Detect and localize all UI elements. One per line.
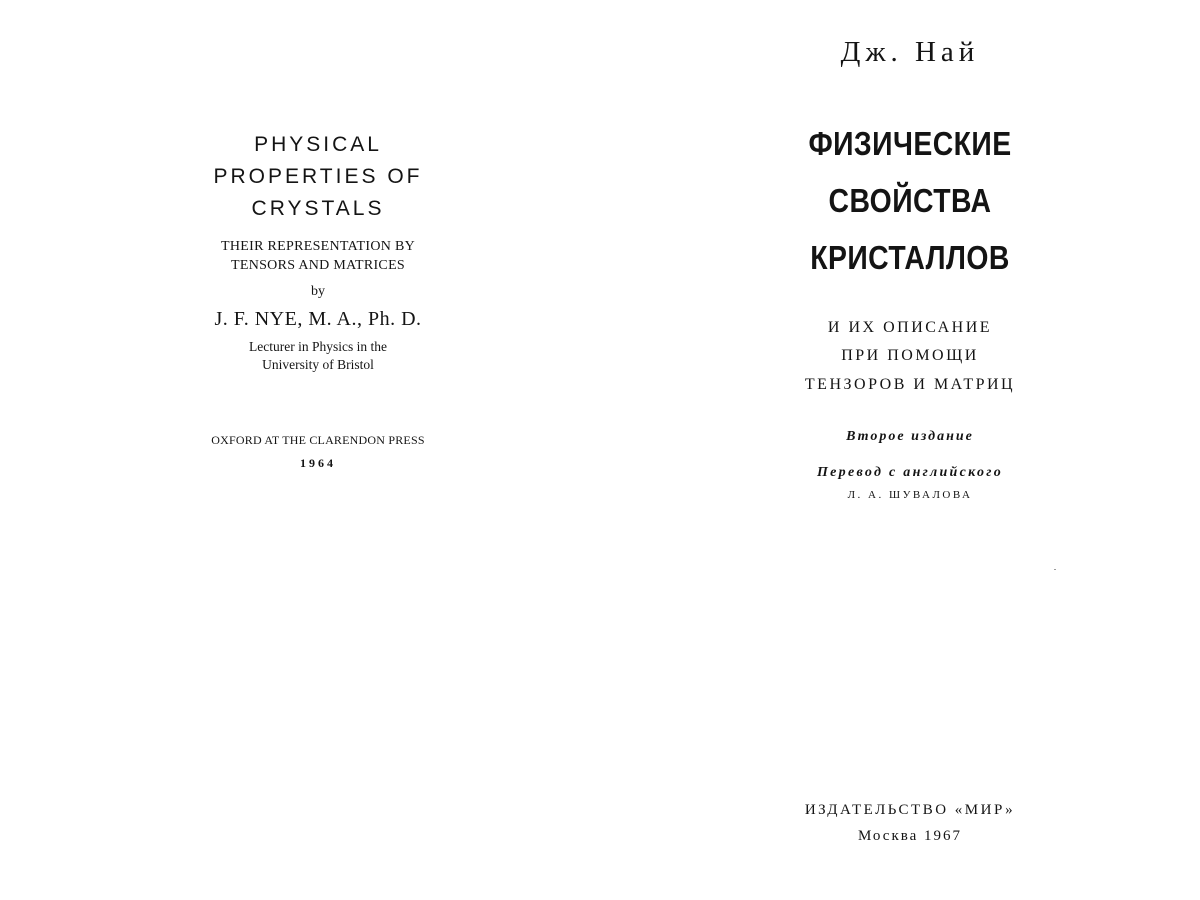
english-affiliation-line-2: University of Bristol	[262, 357, 374, 372]
russian-subtitle-line-3: ТЕНЗОРОВ И МАТРИЦ	[804, 376, 1016, 393]
russian-title-line-1: ФИЗИЧЕСКИЕ	[808, 125, 1012, 162]
english-by: by	[311, 284, 325, 299]
english-title-line-3: CRYSTALS	[251, 197, 385, 220]
russian-title-line-3: КРИСТАЛЛОВ	[810, 239, 1010, 276]
russian-subtitle-line-2: ПРИ ПОМОЩИ	[841, 347, 979, 364]
scan-speck	[1054, 569, 1056, 570]
russian-edition: Второе издание	[846, 429, 974, 444]
english-year: 1964	[300, 456, 336, 470]
russian-title-line-2: СВОЙСТВА	[828, 182, 992, 219]
english-affiliation-line-1: Lecturer in Physics in the	[249, 339, 387, 354]
russian-subtitle-line-1: И ИХ ОПИСАНИЕ	[827, 319, 993, 336]
right-title-page	[600, 0, 1200, 900]
english-author: J. F. NYE, M. A., Ph. D.	[214, 308, 422, 330]
english-subtitle-line-1: THEIR REPRESENTATION BY	[221, 239, 415, 254]
english-subtitle-line-2: TENSORS AND MATRICES	[230, 258, 406, 273]
english-title-line-1: PHYSICAL	[254, 133, 382, 156]
english-publisher: OXFORD AT THE CLARENDON PRESS	[211, 433, 425, 447]
russian-translator: Л. А. ШУВАЛОВА	[847, 489, 973, 501]
english-title-line-2: PROPERTIES OF	[213, 165, 423, 188]
russian-translation-note: Перевод с английского	[816, 465, 1004, 480]
russian-author: Дж. Най	[840, 36, 980, 68]
russian-publisher: ИЗДАТЕЛЬСТВО «МИР»	[804, 802, 1016, 818]
russian-city-year: Москва 1967	[857, 828, 963, 844]
